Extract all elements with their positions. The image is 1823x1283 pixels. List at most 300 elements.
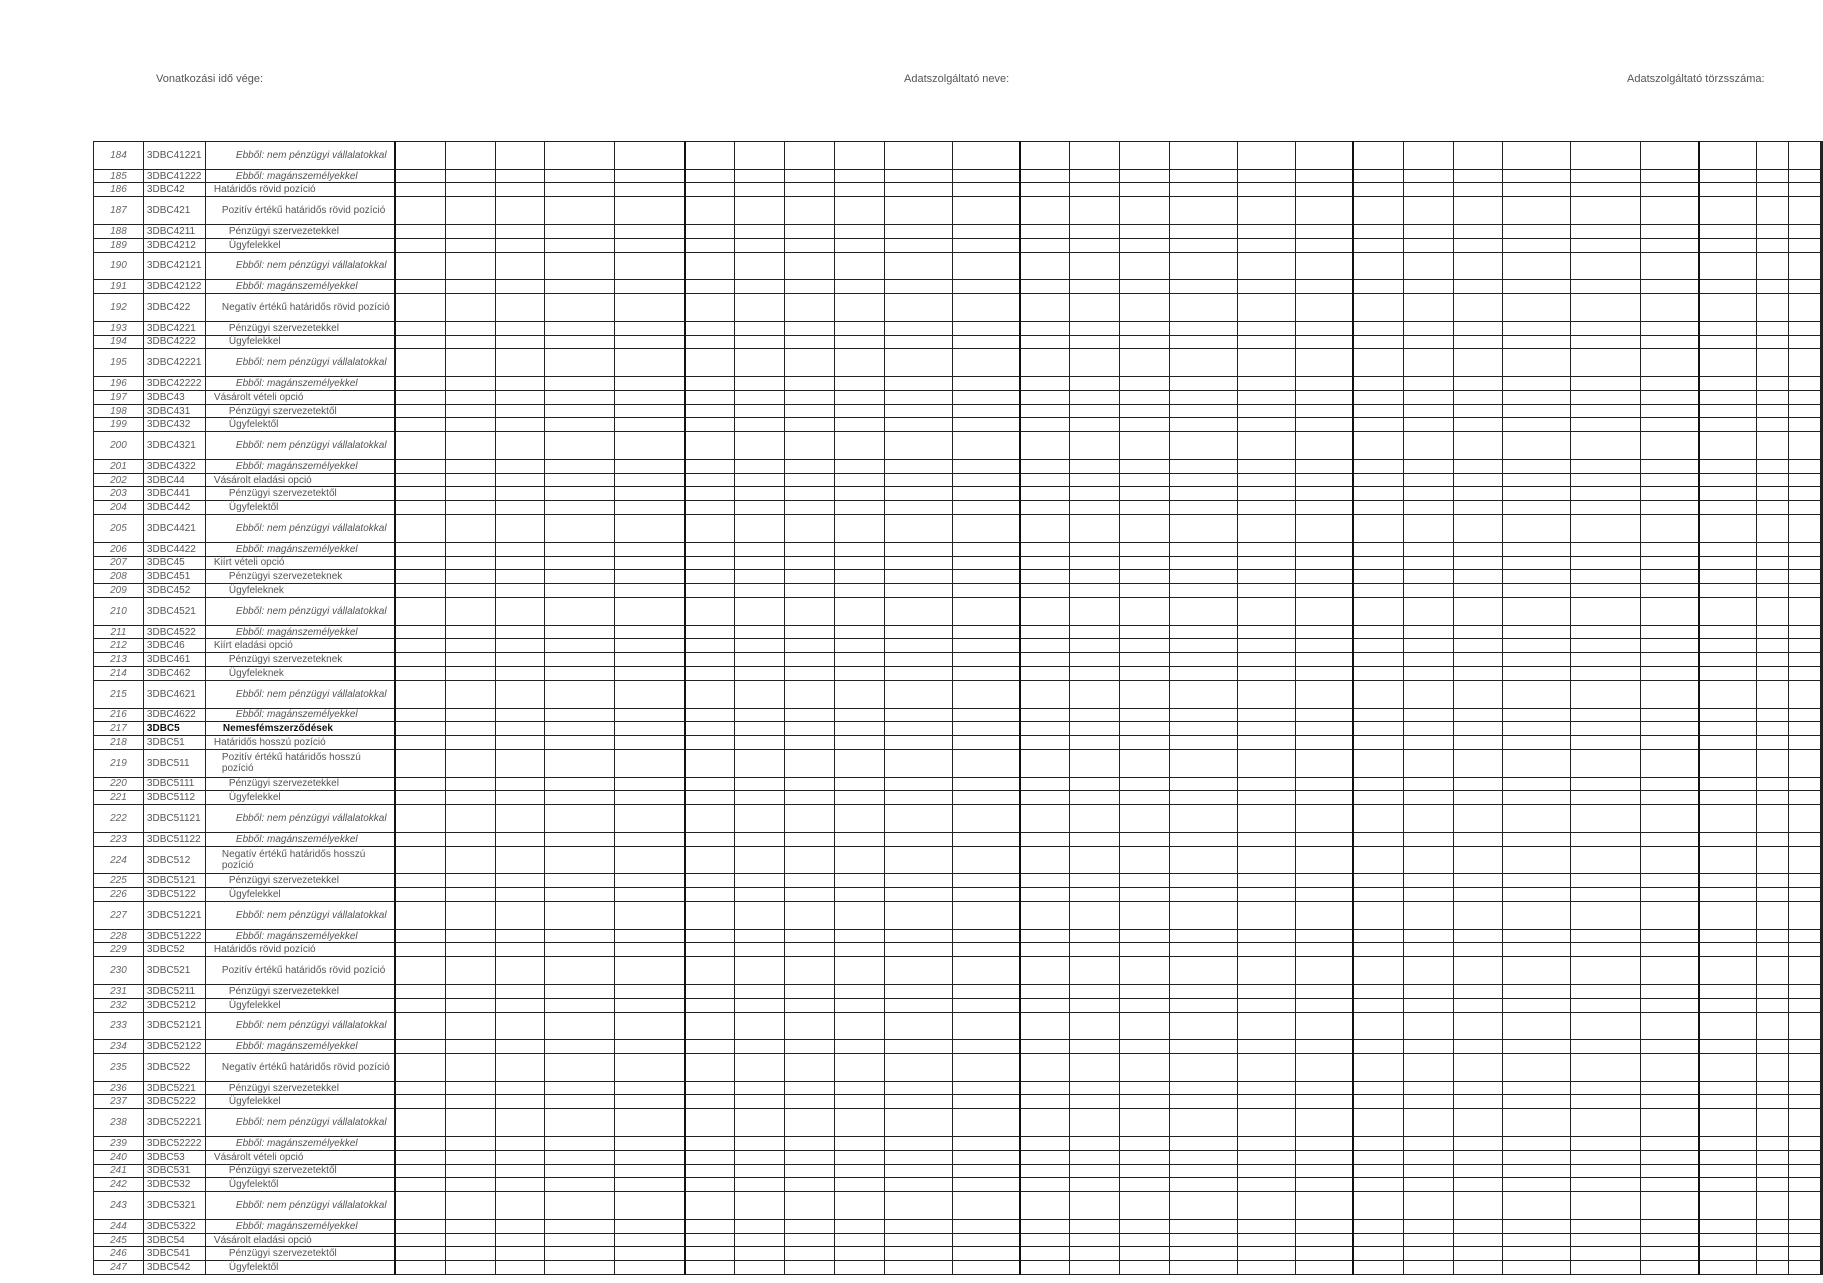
value-cell[interactable] — [1699, 1054, 1757, 1082]
value-cell[interactable] — [615, 197, 685, 225]
value-cell[interactable] — [1699, 805, 1757, 833]
value-cell[interactable] — [615, 901, 685, 929]
value-cell[interactable] — [545, 1164, 615, 1178]
value-cell[interactable] — [1120, 736, 1170, 750]
value-cell[interactable] — [1170, 1136, 1238, 1150]
value-cell[interactable] — [1822, 1233, 1823, 1247]
value-cell[interactable] — [1699, 418, 1757, 432]
value-cell[interactable] — [1822, 473, 1823, 487]
value-cell[interactable] — [1295, 708, 1353, 722]
value-cell[interactable] — [1403, 183, 1453, 197]
value-cell[interactable] — [1453, 224, 1503, 238]
value-cell[interactable] — [1120, 777, 1170, 791]
value-cell[interactable] — [1120, 1040, 1170, 1054]
value-cell[interactable] — [884, 1261, 952, 1275]
value-cell[interactable] — [1237, 791, 1295, 805]
value-cell[interactable] — [1788, 597, 1820, 625]
value-cell[interactable] — [1403, 404, 1453, 418]
value-cell[interactable] — [1020, 888, 1070, 902]
value-cell[interactable] — [685, 777, 735, 791]
value-cell[interactable] — [1353, 1219, 1403, 1233]
value-cell[interactable] — [1503, 874, 1571, 888]
value-cell[interactable] — [1822, 418, 1823, 432]
value-cell[interactable] — [1403, 252, 1453, 280]
value-cell[interactable] — [1641, 459, 1699, 473]
value-cell[interactable] — [1788, 473, 1820, 487]
value-cell[interactable] — [1699, 1095, 1757, 1109]
value-cell[interactable] — [545, 722, 615, 736]
value-cell[interactable] — [1571, 639, 1641, 653]
value-cell[interactable] — [685, 584, 735, 598]
value-cell[interactable] — [1788, 321, 1820, 335]
value-cell[interactable] — [1020, 846, 1070, 874]
value-cell[interactable] — [1353, 142, 1403, 170]
value-cell[interactable] — [495, 1192, 545, 1220]
value-cell[interactable] — [1170, 294, 1238, 322]
value-cell[interactable] — [952, 1081, 1020, 1095]
value-cell[interactable] — [735, 570, 785, 584]
value-cell[interactable] — [545, 142, 615, 170]
value-cell[interactable] — [1756, 984, 1788, 998]
value-cell[interactable] — [1403, 1040, 1453, 1054]
value-cell[interactable] — [1756, 736, 1788, 750]
value-cell[interactable] — [1503, 1136, 1571, 1150]
value-cell[interactable] — [1353, 1012, 1403, 1040]
value-cell[interactable] — [1237, 722, 1295, 736]
value-cell[interactable] — [1353, 1164, 1403, 1178]
value-cell[interactable] — [1453, 487, 1503, 501]
value-cell[interactable] — [834, 1081, 884, 1095]
value-cell[interactable] — [1170, 901, 1238, 929]
value-cell[interactable] — [1403, 570, 1453, 584]
value-cell[interactable] — [1641, 404, 1699, 418]
value-cell[interactable] — [1295, 252, 1353, 280]
value-cell[interactable] — [1070, 252, 1120, 280]
value-cell[interactable] — [1070, 1040, 1120, 1054]
value-cell[interactable] — [685, 1233, 735, 1247]
value-cell[interactable] — [952, 957, 1020, 985]
value-cell[interactable] — [1120, 224, 1170, 238]
value-cell[interactable] — [834, 929, 884, 943]
value-cell[interactable] — [495, 1081, 545, 1095]
value-cell[interactable] — [1403, 1178, 1453, 1192]
value-cell[interactable] — [784, 1261, 834, 1275]
value-cell[interactable] — [784, 515, 834, 543]
value-cell[interactable] — [1295, 238, 1353, 252]
value-cell[interactable] — [1237, 252, 1295, 280]
value-cell[interactable] — [1120, 418, 1170, 432]
value-cell[interactable] — [1788, 294, 1820, 322]
value-cell[interactable] — [1641, 1081, 1699, 1095]
value-cell[interactable] — [545, 349, 615, 377]
value-cell[interactable] — [1788, 653, 1820, 667]
value-cell[interactable] — [1503, 1192, 1571, 1220]
value-cell[interactable] — [1237, 501, 1295, 515]
value-cell[interactable] — [685, 1164, 735, 1178]
value-cell[interactable] — [884, 1109, 952, 1137]
value-cell[interactable] — [1020, 1081, 1070, 1095]
value-cell[interactable] — [1070, 1012, 1120, 1040]
value-cell[interactable] — [1170, 169, 1238, 183]
value-cell[interactable] — [1295, 294, 1353, 322]
value-cell[interactable] — [952, 888, 1020, 902]
value-cell[interactable] — [834, 1136, 884, 1150]
value-cell[interactable] — [1788, 805, 1820, 833]
value-cell[interactable] — [1453, 1233, 1503, 1247]
value-cell[interactable] — [735, 487, 785, 501]
value-cell[interactable] — [1641, 888, 1699, 902]
value-cell[interactable] — [1120, 984, 1170, 998]
value-cell[interactable] — [1453, 432, 1503, 460]
value-cell[interactable] — [834, 584, 884, 598]
value-cell[interactable] — [615, 1233, 685, 1247]
value-cell[interactable] — [784, 708, 834, 722]
value-cell[interactable] — [1403, 957, 1453, 985]
value-cell[interactable] — [495, 749, 545, 777]
value-cell[interactable] — [1237, 805, 1295, 833]
value-cell[interactable] — [395, 832, 445, 846]
value-cell[interactable] — [1020, 1095, 1070, 1109]
value-cell[interactable] — [1237, 556, 1295, 570]
value-cell[interactable] — [545, 570, 615, 584]
value-cell[interactable] — [1788, 280, 1820, 294]
value-cell[interactable] — [884, 294, 952, 322]
value-cell[interactable] — [445, 1150, 495, 1164]
value-cell[interactable] — [545, 777, 615, 791]
value-cell[interactable] — [545, 597, 615, 625]
value-cell[interactable] — [1453, 390, 1503, 404]
value-cell[interactable] — [1403, 805, 1453, 833]
value-cell[interactable] — [952, 1095, 1020, 1109]
value-cell[interactable] — [1503, 805, 1571, 833]
value-cell[interactable] — [445, 1040, 495, 1054]
value-cell[interactable] — [1788, 736, 1820, 750]
value-cell[interactable] — [784, 888, 834, 902]
value-cell[interactable] — [1699, 294, 1757, 322]
value-cell[interactable] — [1571, 335, 1641, 349]
value-cell[interactable] — [834, 404, 884, 418]
value-cell[interactable] — [1822, 846, 1823, 874]
value-cell[interactable] — [395, 998, 445, 1012]
value-cell[interactable] — [545, 791, 615, 805]
value-cell[interactable] — [1020, 142, 1070, 170]
value-cell[interactable] — [1699, 929, 1757, 943]
value-cell[interactable] — [685, 390, 735, 404]
value-cell[interactable] — [834, 1247, 884, 1261]
value-cell[interactable] — [1788, 832, 1820, 846]
value-cell[interactable] — [1353, 667, 1403, 681]
value-cell[interactable] — [1070, 929, 1120, 943]
value-cell[interactable] — [952, 418, 1020, 432]
value-cell[interactable] — [1453, 625, 1503, 639]
value-cell[interactable] — [1756, 501, 1788, 515]
value-cell[interactable] — [1120, 321, 1170, 335]
value-cell[interactable] — [1403, 1233, 1453, 1247]
value-cell[interactable] — [1641, 335, 1699, 349]
value-cell[interactable] — [1403, 1261, 1453, 1275]
value-cell[interactable] — [884, 1012, 952, 1040]
value-cell[interactable] — [1756, 901, 1788, 929]
value-cell[interactable] — [1120, 929, 1170, 943]
value-cell[interactable] — [395, 639, 445, 653]
value-cell[interactable] — [1453, 1109, 1503, 1137]
value-cell[interactable] — [735, 998, 785, 1012]
value-cell[interactable] — [1788, 1219, 1820, 1233]
value-cell[interactable] — [884, 832, 952, 846]
value-cell[interactable] — [1237, 846, 1295, 874]
value-cell[interactable] — [1020, 570, 1070, 584]
value-cell[interactable] — [1453, 777, 1503, 791]
value-cell[interactable] — [834, 943, 884, 957]
value-cell[interactable] — [445, 1081, 495, 1095]
value-cell[interactable] — [1295, 515, 1353, 543]
value-cell[interactable] — [1699, 487, 1757, 501]
value-cell[interactable] — [1453, 653, 1503, 667]
value-cell[interactable] — [685, 805, 735, 833]
value-cell[interactable] — [445, 183, 495, 197]
value-cell[interactable] — [1822, 901, 1823, 929]
value-cell[interactable] — [615, 377, 685, 391]
value-cell[interactable] — [1070, 404, 1120, 418]
value-cell[interactable] — [1641, 1012, 1699, 1040]
value-cell[interactable] — [1353, 791, 1403, 805]
value-cell[interactable] — [1822, 1012, 1823, 1040]
value-cell[interactable] — [784, 736, 834, 750]
value-cell[interactable] — [445, 957, 495, 985]
value-cell[interactable] — [1120, 653, 1170, 667]
value-cell[interactable] — [1170, 1081, 1238, 1095]
value-cell[interactable] — [1788, 432, 1820, 460]
value-cell[interactable] — [545, 501, 615, 515]
value-cell[interactable] — [445, 998, 495, 1012]
value-cell[interactable] — [1453, 1164, 1503, 1178]
value-cell[interactable] — [784, 570, 834, 584]
value-cell[interactable] — [1641, 832, 1699, 846]
value-cell[interactable] — [884, 349, 952, 377]
value-cell[interactable] — [1070, 832, 1120, 846]
value-cell[interactable] — [1756, 1164, 1788, 1178]
value-cell[interactable] — [1571, 1178, 1641, 1192]
value-cell[interactable] — [1756, 224, 1788, 238]
value-cell[interactable] — [685, 556, 735, 570]
value-cell[interactable] — [1822, 1136, 1823, 1150]
value-cell[interactable] — [445, 805, 495, 833]
value-cell[interactable] — [1237, 984, 1295, 998]
value-cell[interactable] — [685, 984, 735, 998]
value-cell[interactable] — [395, 749, 445, 777]
value-cell[interactable] — [1699, 998, 1757, 1012]
value-cell[interactable] — [1295, 957, 1353, 985]
value-cell[interactable] — [1822, 542, 1823, 556]
value-cell[interactable] — [1571, 584, 1641, 598]
value-cell[interactable] — [395, 708, 445, 722]
value-cell[interactable] — [1295, 390, 1353, 404]
value-cell[interactable] — [1403, 556, 1453, 570]
value-cell[interactable] — [1353, 224, 1403, 238]
value-cell[interactable] — [445, 404, 495, 418]
value-cell[interactable] — [1699, 667, 1757, 681]
value-cell[interactable] — [1788, 1233, 1820, 1247]
value-cell[interactable] — [545, 418, 615, 432]
value-cell[interactable] — [1788, 1095, 1820, 1109]
value-cell[interactable] — [1070, 777, 1120, 791]
value-cell[interactable] — [495, 791, 545, 805]
value-cell[interactable] — [1237, 943, 1295, 957]
value-cell[interactable] — [1070, 943, 1120, 957]
value-cell[interactable] — [1641, 777, 1699, 791]
value-cell[interactable] — [1788, 874, 1820, 888]
value-cell[interactable] — [1237, 377, 1295, 391]
value-cell[interactable] — [1822, 874, 1823, 888]
value-cell[interactable] — [445, 238, 495, 252]
value-cell[interactable] — [834, 791, 884, 805]
value-cell[interactable] — [395, 432, 445, 460]
value-cell[interactable] — [1571, 777, 1641, 791]
value-cell[interactable] — [1120, 708, 1170, 722]
value-cell[interactable] — [1353, 515, 1403, 543]
value-cell[interactable] — [545, 377, 615, 391]
value-cell[interactable] — [1699, 1164, 1757, 1178]
value-cell[interactable] — [1353, 722, 1403, 736]
value-cell[interactable] — [1353, 957, 1403, 985]
value-cell[interactable] — [1353, 984, 1403, 998]
value-cell[interactable] — [1641, 321, 1699, 335]
value-cell[interactable] — [495, 846, 545, 874]
value-cell[interactable] — [1822, 377, 1823, 391]
value-cell[interactable] — [685, 929, 735, 943]
value-cell[interactable] — [1571, 653, 1641, 667]
value-cell[interactable] — [1170, 197, 1238, 225]
value-cell[interactable] — [884, 597, 952, 625]
value-cell[interactable] — [395, 667, 445, 681]
value-cell[interactable] — [495, 183, 545, 197]
value-cell[interactable] — [1788, 418, 1820, 432]
value-cell[interactable] — [445, 224, 495, 238]
value-cell[interactable] — [1699, 390, 1757, 404]
value-cell[interactable] — [1756, 846, 1788, 874]
value-cell[interactable] — [495, 515, 545, 543]
value-cell[interactable] — [1453, 1040, 1503, 1054]
value-cell[interactable] — [784, 1095, 834, 1109]
value-cell[interactable] — [1641, 377, 1699, 391]
value-cell[interactable] — [1403, 639, 1453, 653]
value-cell[interactable] — [1503, 929, 1571, 943]
value-cell[interactable] — [495, 1164, 545, 1178]
value-cell[interactable] — [1295, 943, 1353, 957]
value-cell[interactable] — [1020, 1150, 1070, 1164]
value-cell[interactable] — [1503, 224, 1571, 238]
value-cell[interactable] — [1070, 874, 1120, 888]
value-cell[interactable] — [1170, 639, 1238, 653]
value-cell[interactable] — [952, 680, 1020, 708]
value-cell[interactable] — [1070, 749, 1120, 777]
value-cell[interactable] — [545, 832, 615, 846]
value-cell[interactable] — [495, 169, 545, 183]
value-cell[interactable] — [1070, 888, 1120, 902]
value-cell[interactable] — [1503, 473, 1571, 487]
value-cell[interactable] — [1353, 377, 1403, 391]
value-cell[interactable] — [1070, 349, 1120, 377]
value-cell[interactable] — [395, 1150, 445, 1164]
value-cell[interactable] — [445, 432, 495, 460]
value-cell[interactable] — [1070, 846, 1120, 874]
value-cell[interactable] — [1353, 252, 1403, 280]
value-cell[interactable] — [685, 832, 735, 846]
value-cell[interactable] — [1453, 1081, 1503, 1095]
value-cell[interactable] — [1170, 1164, 1238, 1178]
value-cell[interactable] — [1453, 1219, 1503, 1233]
value-cell[interactable] — [1699, 404, 1757, 418]
value-cell[interactable] — [784, 197, 834, 225]
value-cell[interactable] — [1503, 791, 1571, 805]
value-cell[interactable] — [615, 1040, 685, 1054]
value-cell[interactable] — [1170, 1150, 1238, 1164]
value-cell[interactable] — [1756, 390, 1788, 404]
value-cell[interactable] — [952, 1109, 1020, 1137]
value-cell[interactable] — [1237, 542, 1295, 556]
value-cell[interactable] — [884, 749, 952, 777]
value-cell[interactable] — [685, 749, 735, 777]
value-cell[interactable] — [834, 722, 884, 736]
value-cell[interactable] — [615, 349, 685, 377]
value-cell[interactable] — [1070, 1054, 1120, 1082]
value-cell[interactable] — [615, 404, 685, 418]
value-cell[interactable] — [1788, 943, 1820, 957]
value-cell[interactable] — [1822, 183, 1823, 197]
value-cell[interactable] — [445, 625, 495, 639]
value-cell[interactable] — [1756, 1192, 1788, 1220]
value-cell[interactable] — [784, 1109, 834, 1137]
value-cell[interactable] — [445, 487, 495, 501]
value-cell[interactable] — [1756, 625, 1788, 639]
value-cell[interactable] — [1020, 224, 1070, 238]
value-cell[interactable] — [1020, 929, 1070, 943]
value-cell[interactable] — [615, 432, 685, 460]
value-cell[interactable] — [1641, 929, 1699, 943]
value-cell[interactable] — [1070, 680, 1120, 708]
value-cell[interactable] — [1822, 1192, 1823, 1220]
value-cell[interactable] — [1822, 432, 1823, 460]
value-cell[interactable] — [445, 556, 495, 570]
value-cell[interactable] — [1120, 197, 1170, 225]
value-cell[interactable] — [1788, 777, 1820, 791]
value-cell[interactable] — [952, 377, 1020, 391]
value-cell[interactable] — [1353, 169, 1403, 183]
value-cell[interactable] — [1403, 584, 1453, 598]
value-cell[interactable] — [1503, 901, 1571, 929]
value-cell[interactable] — [1503, 888, 1571, 902]
value-cell[interactable] — [1120, 501, 1170, 515]
value-cell[interactable] — [1503, 1247, 1571, 1261]
value-cell[interactable] — [784, 169, 834, 183]
value-cell[interactable] — [1403, 749, 1453, 777]
value-cell[interactable] — [615, 459, 685, 473]
value-cell[interactable] — [834, 777, 884, 791]
value-cell[interactable] — [1641, 142, 1699, 170]
value-cell[interactable] — [1571, 542, 1641, 556]
value-cell[interactable] — [952, 349, 1020, 377]
value-cell[interactable] — [1822, 404, 1823, 418]
value-cell[interactable] — [1295, 1081, 1353, 1095]
value-cell[interactable] — [1641, 901, 1699, 929]
value-cell[interactable] — [1641, 1261, 1699, 1275]
value-cell[interactable] — [1453, 874, 1503, 888]
value-cell[interactable] — [1699, 252, 1757, 280]
value-cell[interactable] — [1120, 183, 1170, 197]
value-cell[interactable] — [1822, 653, 1823, 667]
value-cell[interactable] — [1120, 957, 1170, 985]
value-cell[interactable] — [445, 197, 495, 225]
